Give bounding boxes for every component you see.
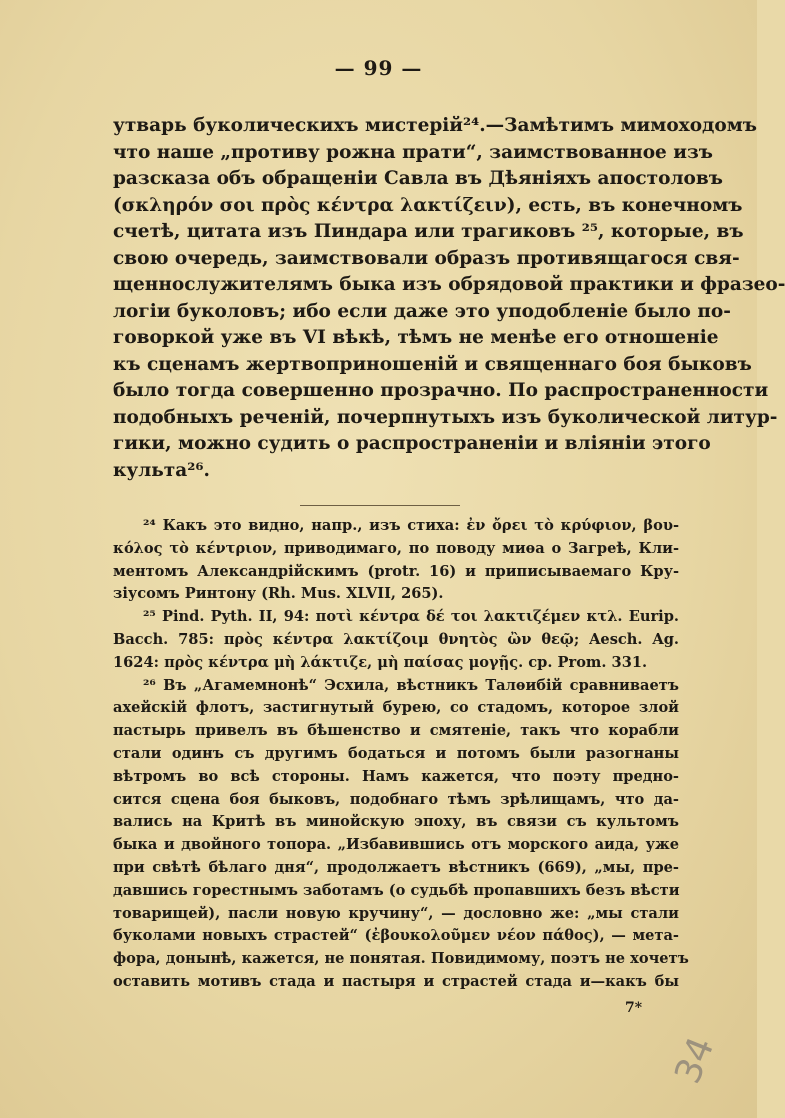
main-line: разсказа объ обращеніи Савла въ Дѣяніяхъ апостоловъ [113, 168, 723, 189]
main-line: свою очередь, заимствовали образъ противящагося свя- [113, 247, 740, 269]
main-line: культа²⁶. [113, 459, 210, 481]
main-line: (σκληρόν σοι πρὸς κέντρα λακτίζειν), есть, въ конечномъ [113, 194, 743, 216]
main-line: логіи буколовъ; ибо если даже это уподобленіе было по- [113, 300, 731, 322]
footnote-line: оставить мотивъ стада и пастыря и страстей стада и—какъ бы [113, 972, 679, 990]
footnote-separator [300, 505, 460, 506]
footnote-line: давшись горестнымъ заботамъ (о судьбѣ пропавшихъ безъ вѣсти [113, 881, 680, 899]
footnote-line: 1624: πρὸς κέντρα μὴ λάκτιζε, μὴ παίσας μογῇς. cp. Prom. 331. [113, 653, 648, 671]
footnote-26 [113, 675, 689, 994]
main-line: подобныхъ реченій, почерпнутыхъ изъ буколической литур- [113, 406, 778, 428]
main-line: къ сценамъ жертвоприношеній и священнаго боя быковъ [113, 353, 752, 375]
footnote-line: вались на Критѣ въ минойскую эпоху, въ связи съ культомъ [113, 813, 679, 831]
main-text [113, 113, 785, 484]
pencil-note: 34 [667, 1031, 723, 1090]
main-line: говоркой уже въ VI вѣкѣ, тѣмъ не менѣе его отношеніе [113, 327, 719, 348]
footnote-24 [113, 515, 679, 606]
footnote-line: сится сцена боя быковъ, подобнаго тѣмъ зрѣлищамъ, что да- [113, 790, 679, 808]
footnote-line: ахейскій флотъ, застигнутый бурею, со стадомъ, которое злой [113, 699, 679, 717]
main-line: было тогда совершенно прозрачно. По распространенности [113, 380, 769, 401]
footnote-line: ²⁶ Въ „Агамемнонѣ“ Эсхила, вѣстникъ Талѳибій сравниваетъ [143, 676, 679, 694]
footnote-line: ²⁴ Какъ это видно, напр., изъ стиха: ἐν ὄρει τὸ κρύφιον, βου- [143, 517, 679, 534]
footnote-line: зіусомъ Ринтону (Rh. Mus. XLVII, 265). [113, 585, 444, 603]
footnote-line: товарищей), пасли новую кручину“, — дословно же: „мы стали [113, 904, 679, 922]
footnote-line: ²⁵ Pind. Pyth. II, 94: ποτὶ κέντρα δέ τοι λακτιζέμεν κτλ. Eurip. [143, 608, 679, 626]
footnote-line: пастырь привелъ въ бѣшенство и смятеніе, такъ что корабли [113, 722, 679, 740]
footnote-line: κόλος τὸ κέντριον, приводимаго, по поводу миѳа о Загреѣ, Кли- [113, 539, 679, 557]
main-line: утварь буколическихъ мистерій²⁴.—Замѣтимъ мимоходомъ [113, 115, 757, 136]
footnote-line: Bacch. 785: πρὸς κέντρα λακτίζοιμ θνητὸς ὢν θεῷ; Aesch. Ag. [113, 630, 679, 648]
main-line: счетѣ, цитата изъ Пиндара или трагиковъ ²⁵, которые, въ [113, 221, 744, 242]
footnote-line: фора, донынѣ, кажется, не понятая. Повидимому, поэтъ не хочетъ [113, 950, 689, 968]
footnote-line: буколами новыхъ страстей“ (ἐβουκολοῦμεν νέον πάθος), — мета- [113, 927, 679, 945]
main-line: гики, можно судить о распространеніи и вліяніи этого [113, 433, 711, 454]
footnote-line: ментомъ Александрійскимъ (protr. 16) и приписываемаго Кру- [113, 562, 679, 580]
footnotes [113, 515, 689, 994]
footnote-line: при свѣтѣ бѣлаго дня“, продолжаетъ вѣстникъ (669), „мы, пре- [113, 858, 679, 876]
footnote-line: быка и двойного топора. „Избавившись отъ морского аида, уже [113, 836, 679, 854]
main-line: щеннослужителямъ быка изъ обрядовой практики и фразео- [113, 274, 785, 295]
signature-mark: 7* [625, 1000, 643, 1016]
footnote-line: стали одинъ съ другимъ бодаться и потомъ были разогнаны [113, 744, 679, 762]
main-line: что наше „противу рожна прати“, заимствованное изъ [113, 141, 713, 163]
footnote-25 [113, 606, 679, 674]
page-number: — 99 — [334, 56, 423, 80]
footnote-line: вѣтромъ во всѣ стороны. Намъ кажется, что поэту предно- [113, 767, 679, 785]
